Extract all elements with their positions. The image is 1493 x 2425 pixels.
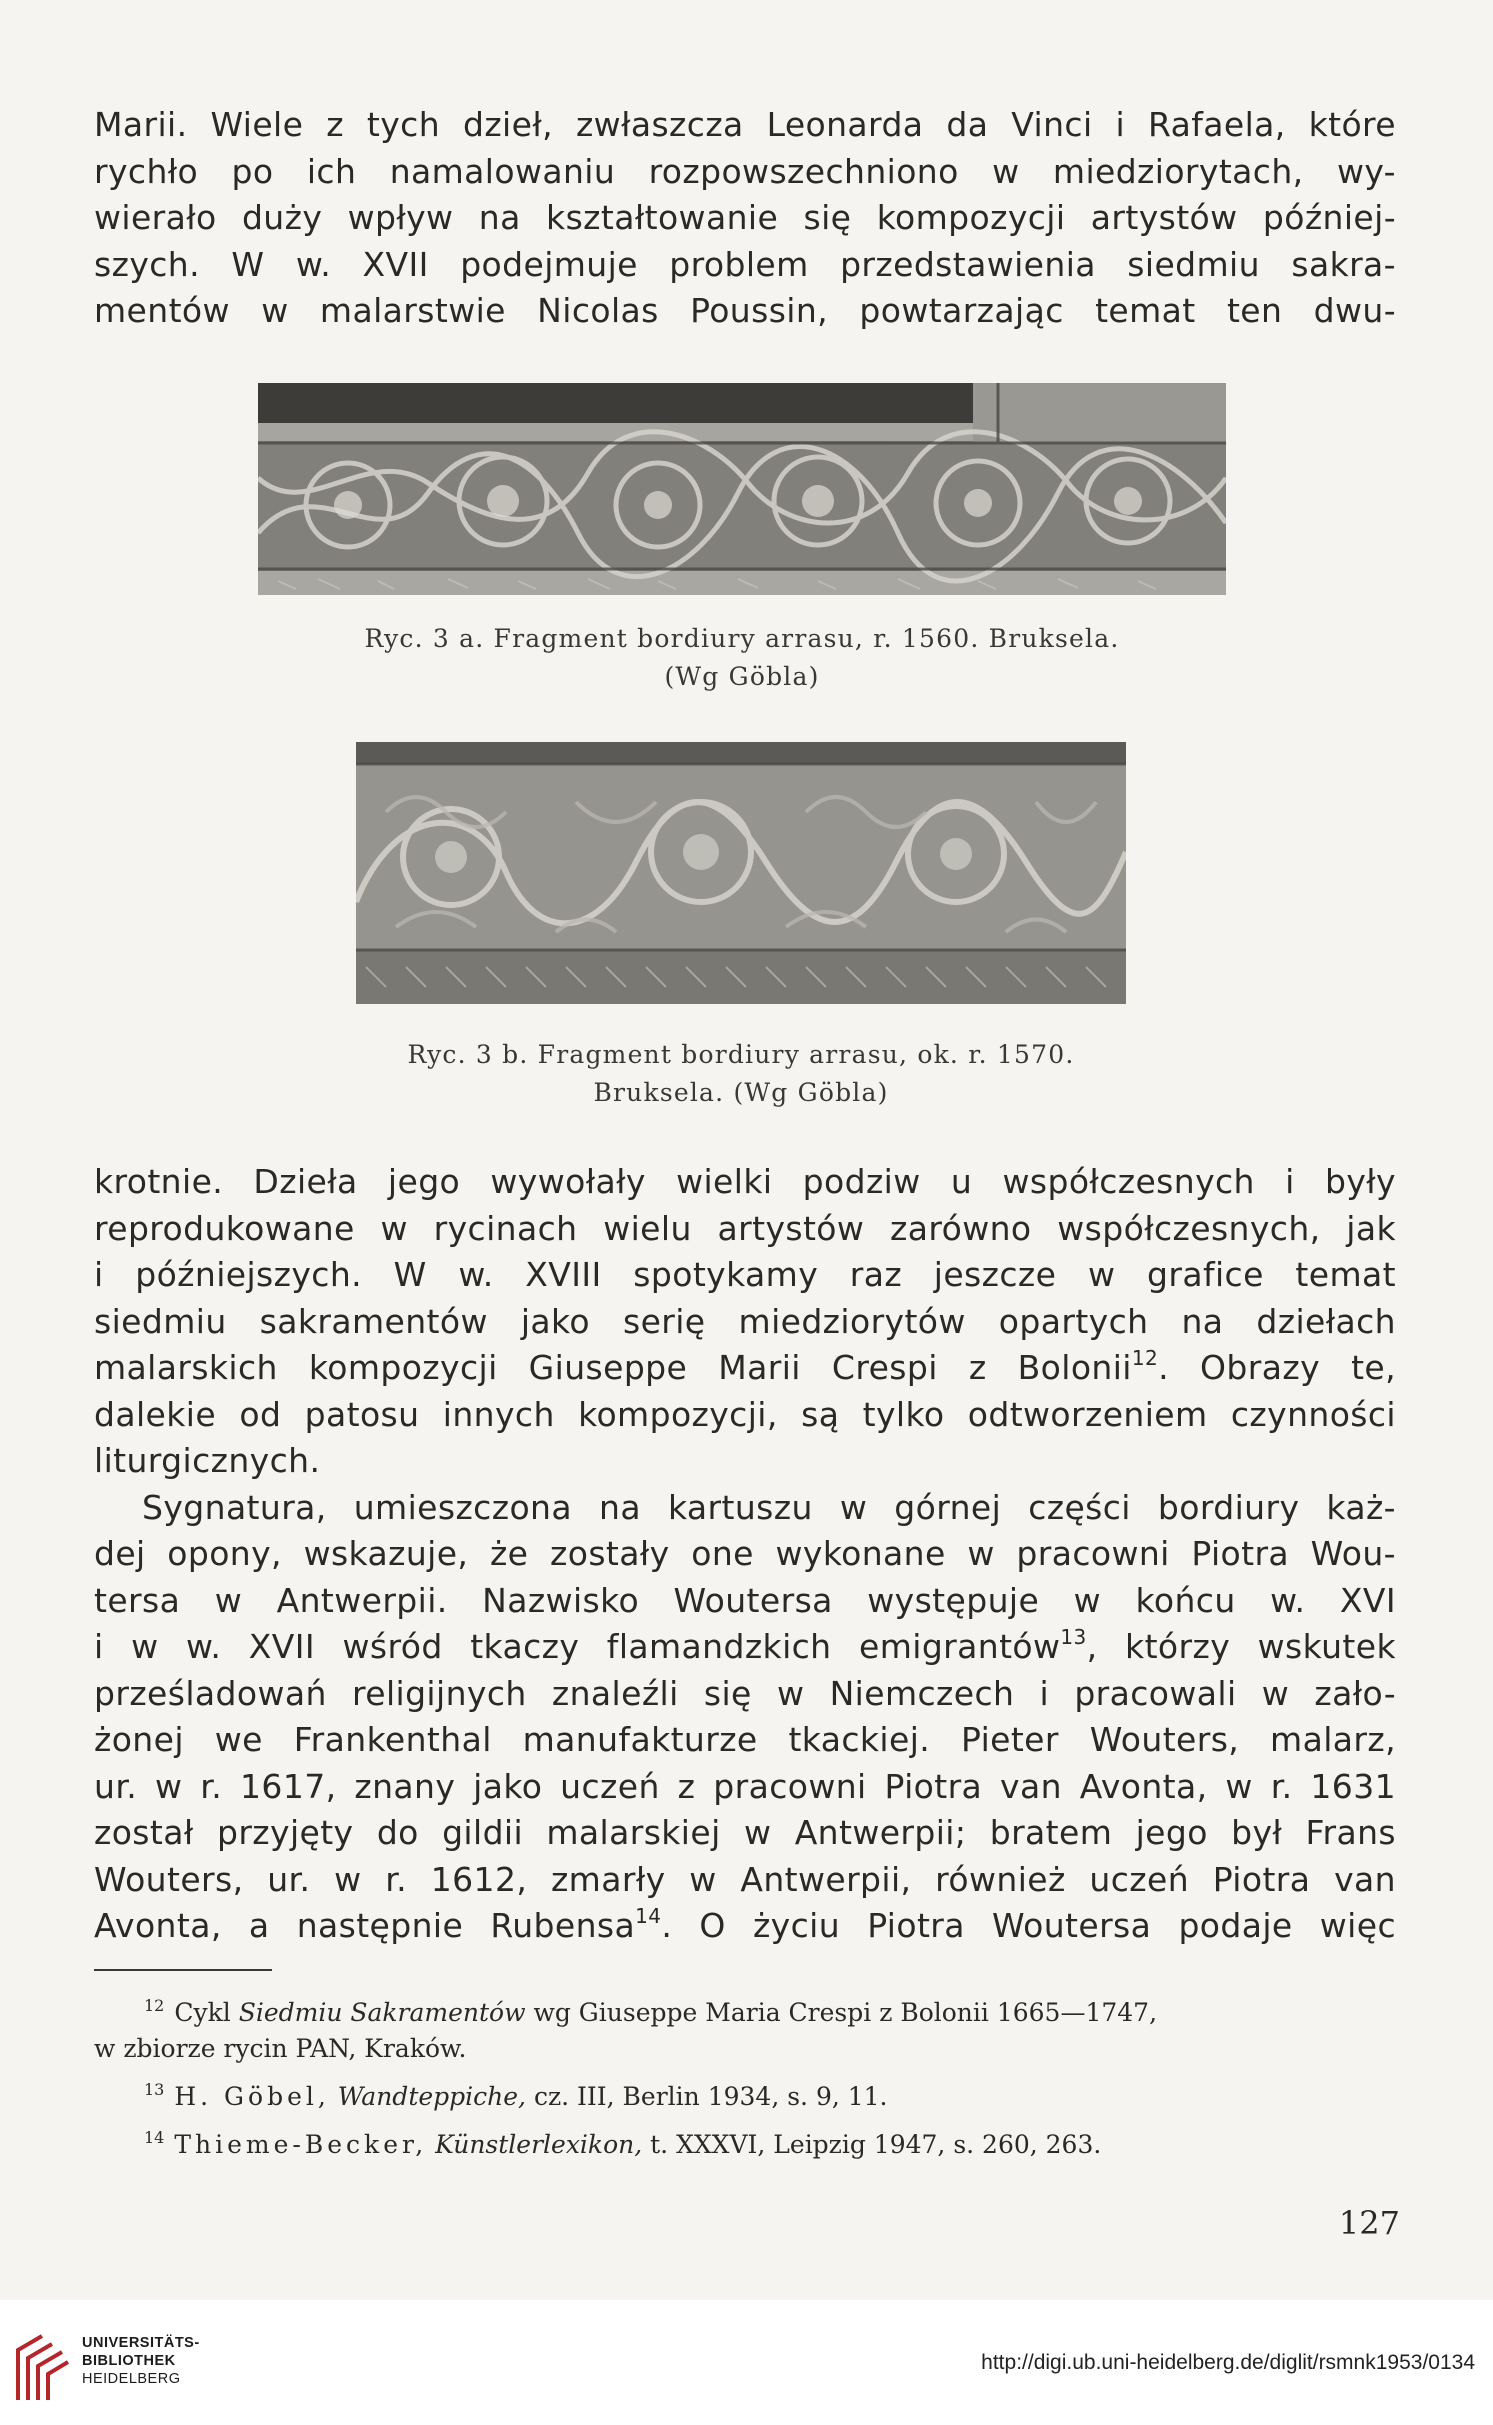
text-segment: , którzy wskutek (1086, 1627, 1396, 1666)
footnote-14 (94, 2127, 1396, 2163)
footnote-number: 13 (144, 2080, 165, 2099)
footnote-ref-14: 14 (635, 1904, 662, 1928)
tapestry-border-image (258, 383, 1226, 595)
text-line: siedmiu sakramentów jako serię miedziorytów opartych na dziełach (94, 1301, 1396, 1341)
footnotes (94, 1995, 1396, 2163)
footnote-text: w zbiorze rycin PAN, Kraków. (94, 2034, 467, 2063)
caption-line: Ryc. 3 a. Fragment bordiury arrasu, r. 1560. Bruksela. (364, 624, 1120, 653)
text-line: krotnie. Dzieła jego wywołały wielki podziw u współczesnych i były (94, 1162, 1396, 1201)
text-line: liturgicznych. (94, 1441, 321, 1480)
figure-3b-caption (356, 1036, 1126, 1112)
text-line: ur. w r. 1617, znany jako uczeń z pracowni Piotra van Avonta, w r. 1631 (94, 1766, 1396, 1806)
text-line (94, 1345, 1396, 1392)
text-line: dalekie od patosu innych kompozycji, są tylko odtworzeniem czynności (94, 1394, 1396, 1434)
caption-line: Ryc. 3 b. Fragment bordiury arrasu, ok. r. 1570. (407, 1040, 1075, 1069)
text-line: żonej we Frankenthal manufakturze tkackiej. Pieter Wouters, malarz, (94, 1720, 1396, 1759)
footnote-title: Künstlerlexikon, (435, 2130, 643, 2159)
footnote-text: cz. III, Berlin 1934, s. 9, 11. (526, 2082, 888, 2111)
library-name-line: UNIVERSITÄTS- (82, 2335, 200, 2351)
paragraph-bottom (94, 1159, 1396, 1950)
text-line: został przyjęty do gildii malarskiej w Antwerpii; bratem jego był Frans (94, 1813, 1396, 1852)
text-line: prześladowań religijnych znaleźli się w Niemczech i pracowali w zało- (94, 1673, 1396, 1713)
text-segment: malarskich kompozycji Giuseppe Marii Crespi z Bolonii (94, 1348, 1132, 1387)
text-line: szych. W w. XVII podejmuje problem przedstawienia siedmiu sakra- (94, 244, 1396, 284)
footnote-author: H. Göbel, (174, 2082, 330, 2111)
tapestry-border-image (356, 742, 1126, 1004)
text-line: Sygnatura, umieszczona na kartuszu w górnej części bordiury każ- (142, 1487, 1396, 1527)
footnote-text: Cykl (174, 1998, 239, 2027)
text-segment: i w w. XVII wśród tkaczy flamandzkich emigrantów (94, 1627, 1061, 1666)
text-line: Wouters, ur. w r. 1612, zmarły w Antwerpii, również uczeń Piotra van (94, 1859, 1396, 1899)
text-line: i późniejszych. W w. XVIII spotykamy raz jeszcze w grafice temat (94, 1255, 1396, 1294)
text-line: dej opony, wskazuje, że zostały one wykonane w pracowni Piotra Wou- (94, 1534, 1396, 1573)
text-line (94, 1903, 1396, 1950)
figure-3a-caption (258, 620, 1226, 696)
footnote-ref-12: 12 (1131, 1346, 1159, 1370)
text-line: reprodukowane w rycinach wielu artystów zarówno współczesnych, jak (94, 1208, 1396, 1248)
footnote-13 (94, 2079, 1396, 2115)
footnote-ref-13: 13 (1060, 1625, 1087, 1649)
library-logo-icon (12, 2330, 72, 2406)
paragraph-top (94, 102, 1396, 335)
caption-line: (Wg Göbla) (664, 662, 820, 691)
library-name (82, 2334, 200, 2388)
library-name-line: BIBLIOTHEK (82, 2353, 176, 2369)
text-segment: . O życiu Piotra Woutersa podaje więc (661, 1906, 1396, 1945)
footnote-text: t. XXXVI, Leipzig 1947, s. 260, 263. (642, 2130, 1102, 2159)
text-line: Marii. Wiele z tych dzieł, zwłaszcza Leonarda da Vinci i Rafaela, które (94, 105, 1396, 144)
footnote-title: Siedmiu Sakramentów (238, 1998, 526, 2027)
text-line: wierało duży wpływ na kształtowanie się kompozycji artystów później- (94, 198, 1396, 237)
footnote-number: 12 (144, 1996, 165, 2015)
figure-3a-tapestry-border (258, 383, 1226, 595)
text-line (94, 1624, 1396, 1671)
footnote-12 (94, 1995, 1396, 2067)
footnote-title: Wandteppiche, (337, 2082, 527, 2111)
text-segment: . Obrazy te, (1158, 1348, 1396, 1387)
footnote-number: 14 (144, 2128, 165, 2147)
library-name-line: HEIDELBERG (82, 2371, 181, 2387)
text-line: tersa w Antwerpii. Nazwisko Woutersa występuje w końcu w. XVI (94, 1580, 1396, 1620)
footnote-author: Thieme-Becker, (174, 2130, 428, 2159)
footnote-divider (94, 1969, 272, 1971)
text-line: mentów w malarstwie Nicolas Poussin, powtarzając temat ten dwu- (94, 291, 1396, 330)
text-segment: Avonta, a następnie Rubensa (94, 1906, 636, 1945)
page-number: 127 (1338, 2204, 1400, 2242)
text-line: rychło po ich namalowaniu rozpowszechniono w miedziorytach, wy- (94, 151, 1396, 191)
figure-3b-tapestry-border (356, 742, 1126, 1004)
footnote-text: wg Giuseppe Maria Crespi z Bolonii 1665—1747, (525, 1998, 1158, 2027)
caption-line: Bruksela. (Wg Göbla) (593, 1078, 889, 1107)
source-url-link[interactable]: http://digi.ub.uni-heidelberg.de/diglit/rsmnk1953/0134 (981, 2351, 1475, 2374)
